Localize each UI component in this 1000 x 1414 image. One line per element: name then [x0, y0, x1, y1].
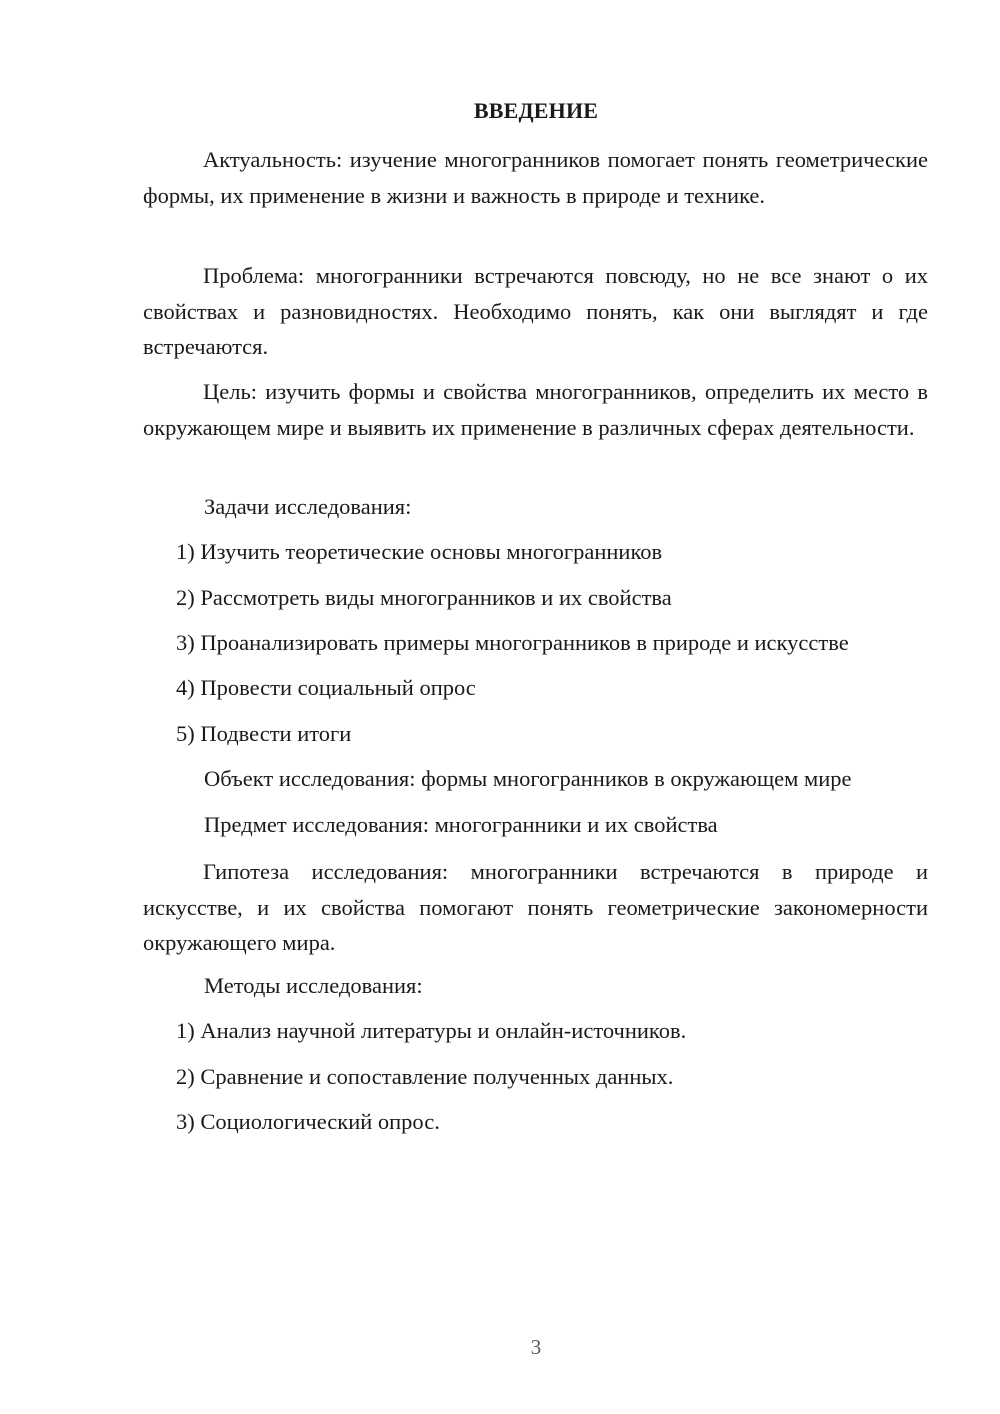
method-item: 3) Социологический опрос. — [176, 1109, 440, 1134]
task-item: 1) Изучить теоретические основы многогранников — [176, 539, 663, 564]
methods-heading: Методы исследования: — [204, 973, 423, 998]
page-title: ВВЕДЕНИЕ — [473, 98, 599, 123]
hypothesis-paragraph: Гипотеза исследования: многогранники встречаются в природе и искусстве, и их свойства помогают понять геометрические закономерности окружающего мира. — [143, 859, 928, 955]
goal-paragraph: Цель: изучить формы и свойства многогранников, определить их место в окружающем мире и выявить их применение в различных сферах деятельности. — [143, 379, 928, 440]
task-item: 5) Подвести итоги — [176, 721, 352, 746]
relevance-paragraph: Актуальность: изучение многогранников помогает понять геометрические формы, их применение в жизни и важность в природе и технике. — [143, 147, 928, 208]
task-item: 2) Рассмотреть виды многогранников и их свойства — [176, 585, 672, 610]
task-item: 3) Проанализировать примеры многогранников в природе и искусстве — [176, 630, 849, 655]
research-object: Объект исследования: формы многогранников в окружающем мире — [204, 766, 852, 791]
research-subject: Предмет исследования: многогранники и их свойства — [204, 812, 718, 837]
page-number: 3 — [530, 1335, 542, 1359]
task-item: 4) Провести социальный опрос — [176, 675, 476, 700]
method-item: 1) Анализ научной литературы и онлайн-источников. — [176, 1018, 687, 1043]
method-item: 2) Сравнение и сопоставление полученных данных. — [176, 1064, 674, 1089]
tasks-heading: Задачи исследования: — [204, 494, 412, 519]
problem-paragraph: Проблема: многогранники встречаются повсюду, но не все знают о их свойствах и разновидностях. Необходимо понять, как они выглядят и где встречаются. — [143, 263, 928, 359]
